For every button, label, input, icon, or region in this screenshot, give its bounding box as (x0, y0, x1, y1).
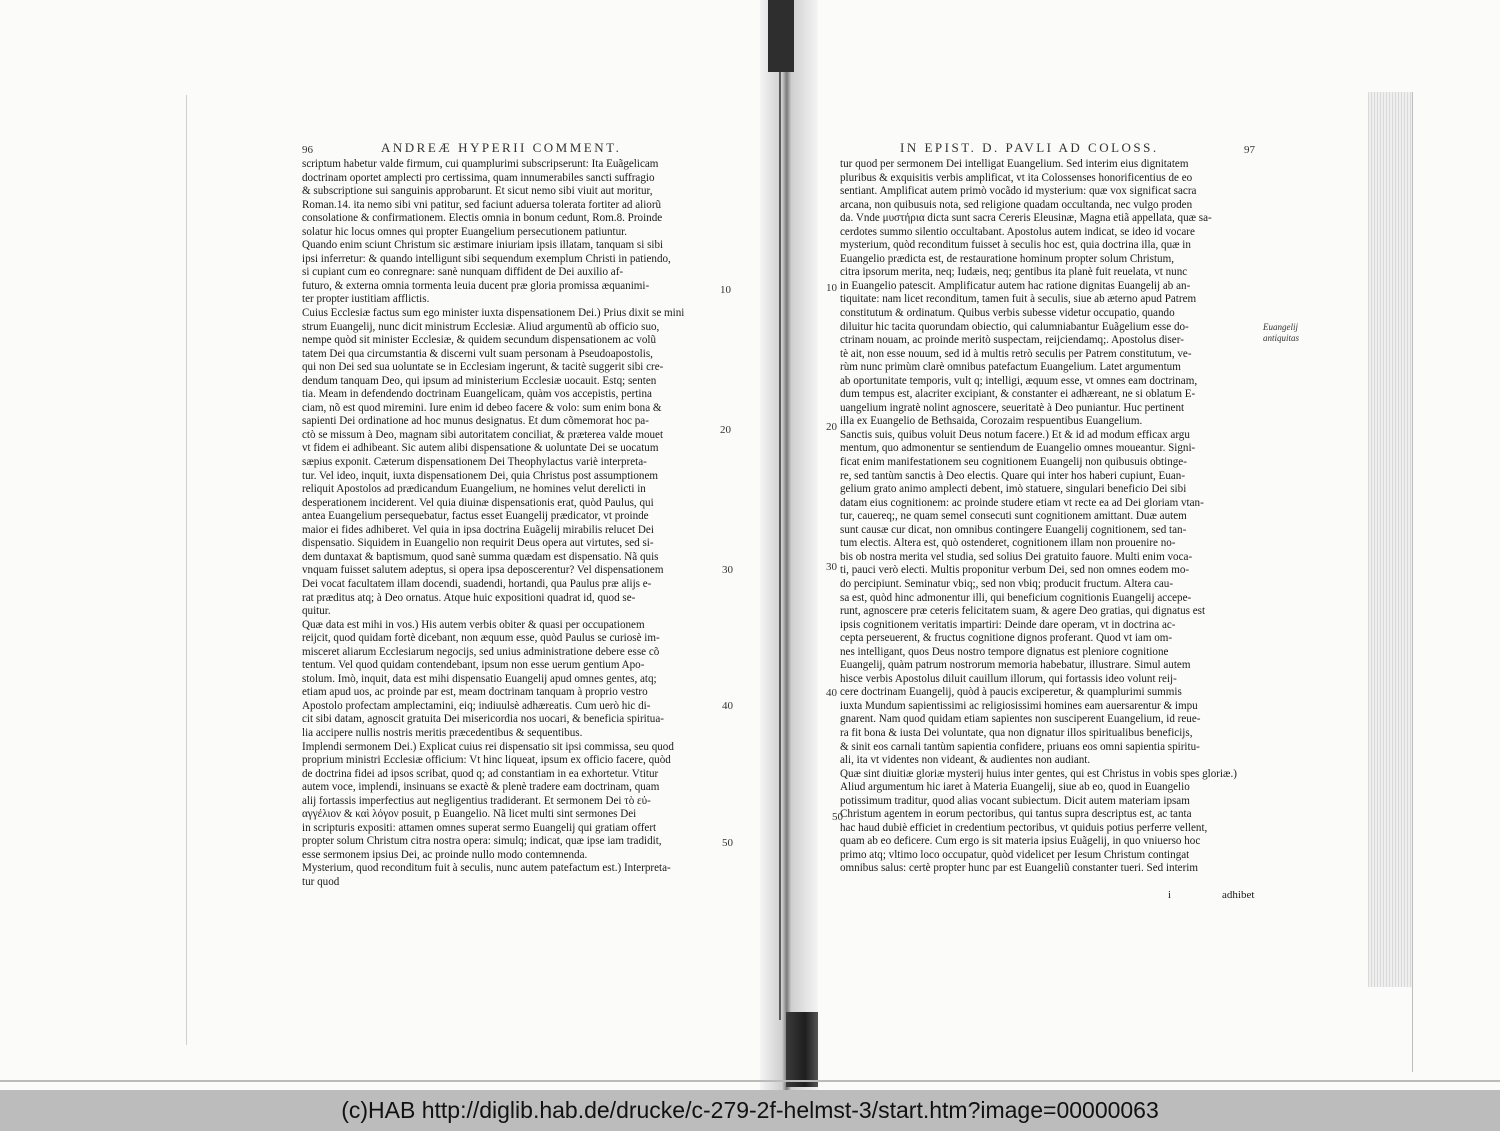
text-line: tatem Dei qua circumstantia & discerni vult suam personam à Pseudoapostolis, (302, 347, 653, 360)
catchword: adhibet (1222, 889, 1255, 901)
text-line: gnarent. Nam quod quidam etiam sapientes non susciperent Euangelium, id reue- (840, 713, 1201, 726)
text-line: vt fidem ei adhibeant. Sic autem alibi dispensatione & uoluntate Dei se uocatum (302, 442, 659, 455)
right-line-number: 50 (832, 811, 843, 823)
signature-mark: i (1168, 889, 1172, 901)
text-line: dispensatio. Siquidem in Euangelio non requirit Deus opera aut virtutes, sed si- (302, 537, 654, 550)
text-line: & subscriptione sui sanguinis approbarunt. Et sicut nemo sibi viuit aut moritur, (302, 185, 653, 198)
margin-note-line: Euangelij (1263, 322, 1298, 332)
text-line: reijcit, quod quidam fortè dicebant, non æquum esse, quòd Paulus se curiosè im- (302, 632, 660, 645)
text-line: si cupiant cum eo conregnare: sanè nunquam diffident de Dei auxilio af- (302, 266, 624, 279)
text-line: tè ait, non esse nouum, sed id à multis retrò seculis per Patrem constitutum, ve- (840, 347, 1192, 360)
text-line: tur. Vel ideo, inquit, iuxta dispensationem Dei, quia Christus post assumptionem (302, 469, 659, 482)
spine-top-shadow (768, 0, 794, 72)
text-line: gelium grato animo amplecti debent, imò statuere, singulari beneficio Dei sibi (840, 483, 1187, 496)
right-line-number: 10 (826, 282, 837, 294)
text-line: Aliud argumentum hic iaret à Materia Euangelij, siue ab eo, quod in Euangelio (840, 781, 1190, 794)
left-line-number: 40 (722, 700, 733, 712)
text-line: tentum. Vel quod quidam contendebant, ipsum non esse uerum gentium Apo- (302, 659, 645, 672)
text-line: tum electis. Altera est, quò ostenderet, cognitionem illam non prouenire no- (840, 537, 1176, 550)
text-line: vnquam fuisset salutem adeptus, si opera ipsa deposcerentur? Vel dispensationem (302, 564, 664, 577)
text-line: Roman.14. ita nemo sibi vni patitur, sed faciunt aduersa tolerata fortiter ad aliorũ (302, 198, 662, 211)
left-page-edge (186, 95, 187, 1045)
right-page-edge-line (1412, 92, 1413, 1072)
text-line: ipsis cognitionem veritatis impartiri: Deinde dare operam, vt in doctrina ac- (840, 618, 1176, 631)
right-page-stack-edge (1368, 92, 1412, 987)
text-line: runt, agnoscere præ ceteris felicitatem suam, & agere Deo gratias, qui dignatus est (840, 605, 1206, 618)
text-line: ab oportunitate temporis, vult q; intelligi, æquum esse, vt omnes eam doctrinam, (840, 374, 1198, 387)
text-line: Christum agentem in eorum pectoribus, qui tantus supra descriptus est, ac tanta (840, 808, 1192, 821)
text-line: misceret aliarum Ecclesiarum negocijs, sed unius administratione debere esse cõ (302, 645, 660, 658)
right-line-number: 40 (826, 687, 837, 699)
text-line: consolatione & confirmationem. Electis omnia in bonum cedunt, Rom.8. Proinde (302, 212, 663, 225)
text-line: dendum tanquam Deo, qui ipsum ad ministerium Ecclesiæ uocauit. Estq; senten (302, 374, 657, 387)
right-page-number: 97 (1244, 144, 1255, 156)
text-line: reliquit Apostolos ad prædicandum Euangelium, ne homines velut derelicti in (302, 483, 646, 496)
text-line: esse sermonem ipsius Dei, ac proinde nullo modo contemnenda. (302, 848, 588, 861)
text-line: sapienti Dei ordinatione ad hoc munus designatus. Et dum cõmemorat hoc pa- (302, 415, 649, 428)
text-line: Quæ sint diuitiæ gloriæ mysterij huius inter gentes, qui est Christus in vobis spes gloriæ.) (840, 767, 1237, 780)
footer-url-text: (c)HAB http://diglib.hab.de/drucke/c-279-2f-helmst-3/start.htm?image=00000063 (341, 1097, 1159, 1123)
text-line: futuro, & externa omnia tormenta leuia ducent præ gloria promissa æquanimi- (302, 279, 650, 292)
text-line: etiam apud uos, ac proinde par est, meam doctrinam tanquam à proprio vestro (302, 686, 648, 699)
text-line: tiquitate: nam licet reconditum, tamen fuit à seculis, siue ab æterno apud Patrem (840, 293, 1197, 306)
text-line: autem voce, implendi, insinuans se exactè & plenè tradere eam doctrinam, quam (302, 781, 660, 794)
text-line: sunt causæ cur dicat, non omnibus contingere Euangelij cognitionem, sed tan- (840, 523, 1187, 536)
text-line: maior ei fides adhiberet. Vel quia in ipsa doctrina Euãgelij mirabilis relucet Dei (302, 523, 654, 536)
text-line: Euangelij, quàm patrum nostrorum memoria habebatur, illustrare. Simul autem (840, 659, 1191, 672)
text-line: stolum. Imò, inquit, data est mihi dispensatio Euangelij apud omnes gentes, atq; (302, 672, 657, 685)
left-line-number: 50 (722, 837, 733, 849)
text-line: re, sed tantùm sanctis à Deo electis. Quare qui inter hos haberi cupiunt, Euan- (840, 469, 1186, 482)
text-line: constitutum & ordinatum. Quibus verbis subesse videtur occupatio, quando (840, 307, 1175, 320)
text-line: tur quod (302, 875, 340, 888)
text-line: ter propter iustitiam afflictis. (302, 293, 430, 306)
text-line: cit sibi datam, agnoscit gratuita Dei misericordia nos uocari, & beneficia spiritua- (302, 713, 664, 726)
scan-bottom-edge (0, 1080, 1500, 1082)
margin-note (1263, 322, 1299, 344)
text-line: ra fit bona & iusta Dei voluntate, qua non dignatur illos spiritualibus beneficijs, (840, 726, 1193, 739)
text-line: doctrinam oportet amplecti pro certissima, quam innumerabiles sancti suffragio (302, 171, 655, 184)
right-line-number: 20 (826, 421, 837, 433)
text-line: dum tempus est, alacriter excipiant, & constanter ei adhæreant, ne si oblatum E- (840, 388, 1196, 401)
margin-note-line: antiquitas (1263, 333, 1300, 343)
book-gutter (760, 0, 818, 1090)
text-line: diluitur hic tacita quorundam obiectio, qui calumniabantur Euãgelium esse do- (840, 320, 1189, 333)
text-line: desperationem inciderent. Vel quia diuinæ dispensationis erat, quòd Paulus, qui (302, 496, 654, 509)
text-line: dem duntaxat & baptismum, quod sanè summa quædam est dispensatio. Nã quis (302, 550, 659, 563)
text-line: alij fortassis imperfectius aut negligentius tradiderant. Et sermonem Dei τὸ εὐ- (302, 794, 651, 807)
text-line: tur, cauereq;, ne quam semel consecuti sunt cognitionem amittant. Duæ autem (840, 510, 1187, 523)
text-line: quam ab eo deficere. Cum ergo is sit materia ipsius Euãgelij, in quo vniuerso hoc (840, 835, 1201, 848)
text-line: ali, ita vt videntes non videant, & audientes non audiant. (840, 754, 1091, 767)
text-line: strum Euangelij, nunc dicit ministrum Ecclesiæ. Aliud argumentũ ab officio suo, (302, 320, 660, 333)
text-line: cerdotes summo silentio occultabant. Apostolus autem indicat, se ideo id vocare (840, 225, 1195, 238)
text-line: da. Vnde μυστήρια dicta sunt sacra Cereris Eleusinæ, Magna etiã appellata, quæ sa- (840, 212, 1212, 225)
right-line-number: 30 (826, 561, 837, 573)
text-line: ctò se missum à Deo, magnam sibi autoritatem conciliat, & præterea valde mouet (302, 428, 664, 441)
text-line: uangelium ingratè nolint agnoscere, seueritatè à Deo puniantur. Huc pertinent (840, 401, 1185, 414)
text-line: Euangelio prædicta est, de restauratione hominum propter solum Christum, (840, 252, 1174, 265)
spine-line (779, 60, 781, 1020)
text-line: cere doctrinam Euangelij, quòd à paucis exciperetur, & quamplurimi summis (840, 686, 1182, 699)
text-line: Mysterium, quod reconditum fuit à seculis, nunc autem patefactum est.) Interpreta- (302, 862, 671, 875)
text-line: bis ob nostra merita vel studia, sed solius Dei gratuito fauore. Multi enim voca- (840, 550, 1193, 563)
text-line: tur quod per sermonem Dei intelligat Euangelium. Sed interim eius dignitatem (840, 158, 1189, 170)
text-line: Implendi sermonem Dei.) Explicat cuius rei dispensatio sit ipsi commissa, seu quod (302, 740, 674, 753)
text-line: nempe quòd sit minister Ecclesiæ, & quidem secundum dispensationem ac volũ (302, 334, 657, 347)
text-line: scriptum habetur valde firmum, cui quamplurimi subscripserunt: Ita Euãgelicam (302, 158, 659, 170)
text-line: mysterium, quòd reconditum fuisset à seculis hoc est, quia doctrina illa, quæ in (840, 239, 1191, 252)
text-line: quitur. (302, 605, 331, 618)
text-line: ctrinam nouam, ac proinde meritò suspectam, reijciendamq;. Apostolus diser- (840, 334, 1184, 347)
text-line: omnibus salus: certè propter hunc par est Euangeliũ constanter tueri. Sed interim (840, 862, 1198, 875)
text-line: tia. Meam in defendendo doctrinam Euangelicam, quàm vos accepistis, pertina (302, 388, 652, 401)
text-line: Dei vocat facultatem illam docendi, suadendi, hortandi, qua Paulus præ alijs e- (302, 577, 652, 590)
text-line: citra ipsorum merita, neq; Iudæis, neq; gentibus ita planè fuit reuelata, vt nunc (840, 266, 1188, 279)
text-line: rùm nunc primùm clarè omnibus patefactum Euangelium. Latet argumentum (840, 361, 1181, 374)
text-line: pluribus & exquisitis verbis amplificat, vt ita Colossenses honorificentius de eo (840, 171, 1193, 184)
text-line: antea Euangelium persequebatur, factus esset Euangelij prædicator, vt proinde (302, 510, 649, 523)
text-line: iuxta Mundum sapientissimi ac religiosissimi homines eam auersarentur & impu (840, 699, 1198, 712)
text-line: potissimum traditur, quod alias vocant subiectum. Dicit autem materiam ipsam (840, 794, 1190, 807)
text-line: arcana, non quibusuis nota, sed religione quadam occultanda, nec vulgo proden (840, 198, 1193, 211)
left-running-head: ANDREÆ HYPERII COMMENT. (381, 140, 622, 155)
left-line-number: 20 (720, 424, 731, 436)
text-line: in scripturis expositi: attamen omnes superat sermo Euangelij qui gratiam offert (302, 821, 657, 834)
text-line: αγγέλιον & καὶ λόγον posuit, p Euangelio. Nã licet multi sint sermones Dei (302, 808, 637, 821)
text-line: datam eius cognitionem: ac proinde studere etiam vt recte ea ad Dei gloriam vtan- (840, 496, 1204, 509)
left-line-number: 10 (720, 284, 731, 296)
source-footer (0, 1090, 1500, 1131)
text-line: sæpius exponit. Cæterum dispensationem Dei Theophylactus variè interpreta- (302, 456, 647, 469)
text-line: nes intelligant, quos Deus nostro tempore dignatus est pleniore cognitione (840, 645, 1169, 658)
text-line: Cuius Ecclesiæ factus sum ego minister iuxta dispensationem Dei.) Prius dixit se mini (302, 307, 685, 320)
text-line: Quando enim sciunt Christum sic æstimare iniuriam ipsis illatam, tanquam si sibi (302, 239, 664, 252)
text-line: ficat enim manifestationem seu cognitionem Euangelij non quibusuis obtinge- (840, 456, 1187, 469)
text-line: solatur hic locus omnes qui propter Euangelium persecutionem patiuntur. (302, 225, 628, 238)
left-page-number: 96 (302, 144, 313, 156)
text-line: illa ex Euangelio de Bethsaida, Corozaim respuentibus Euangelium. (840, 415, 1143, 428)
text-line: sa est, quòd hinc admonentur illi, qui beneficium cognitionis Euangelij accepe- (840, 591, 1192, 604)
text-line: mentum, quo admonentur se sentiendum de Euangelio omnes moueantur. Signi- (840, 442, 1196, 455)
left-line-number: 30 (722, 564, 733, 576)
text-line: rat præditus atq; à Deo ornatus. Atque huic expositioni quadrat id, quod se- (302, 591, 636, 604)
text-line: Sanctis suis, quibus voluit Deus notum facere.) Et & id ad modum efficax argu (840, 428, 1190, 441)
text-line: ti, pauci verò electi. Multis proponitur verbum Dei, sed non omnes eodem mo- (840, 564, 1190, 577)
left-page-text (302, 158, 720, 890)
text-line: primo atq; vltimo loco occupatur, quòd videlicet per Iesum Christum contingat (840, 848, 1190, 861)
text-line: propter solum Christum citra nostra opera: simulq; indicat, quæ ipse iam tradidit, (302, 835, 662, 848)
spine-bottom-shadow (786, 1012, 818, 1087)
text-line: & sinit eos carnali tantùm sapientia confidere, priuans eos omni sapientia spiritu- (840, 740, 1200, 753)
text-line: lia accipere nullis nostris meritis præcedentibus & sequentibus. (302, 726, 583, 739)
text-line: ciam, nõ est quod miremini. Iure enim id debeo facere & volo: sum enim bona & (302, 401, 662, 414)
right-page-text (840, 158, 1270, 876)
text-line: de doctrina fidei ad ipsos scribat, quod q; ad constantiam in ea exhortetur. Vtitur (302, 767, 659, 780)
right-running-head: IN EPIST. D. PAVLI AD COLOSS. (900, 140, 1159, 155)
text-line: cepta perseuerent, & fructus cognitione dignos proferant. Quod vt iam om- (840, 632, 1173, 645)
text-line: ipsi inferretur: & quando intelligunt sibi sequendum exemplum Christi in patiendo, (302, 252, 671, 265)
text-line: sentiant. Amplificat autem primò vocãdo id mysterium: quæ vox significat sacra (840, 185, 1197, 198)
text-line: hac haud dubiè efficiet in credentium pectoribus, vt quiduis potius perferre vellent, (840, 821, 1208, 834)
text-line: in Euangelio patescit. Amplificatur autem hac ratione dignitas Euangelij ab an- (840, 279, 1191, 292)
text-line: do percipiunt. Seminatur vbiq;, sed non vbiq; producit fructum. Altera cau- (840, 577, 1174, 590)
text-line: Apostolo profectam amplectamini, eiq; indiuulsè adhæreatis. Cum uerò hic di- (302, 699, 651, 712)
text-line: proprium ministri Ecclesiæ officium: Vt hinc liqueat, ipsum ex officio facere, quòd (302, 754, 671, 767)
text-line: Quæ data est mihi in vos.) His autem verbis obiter & quasi per occupationem (302, 618, 645, 631)
text-line: qui non Dei sed sua uoluntate se in Ecclesiam ingerunt, & tacitè suggerit sibi cre- (302, 361, 664, 374)
text-line: hisce verbis Apostolus diluit cauillum illorum, qui fortassis ideo volunt reij- (840, 672, 1177, 685)
